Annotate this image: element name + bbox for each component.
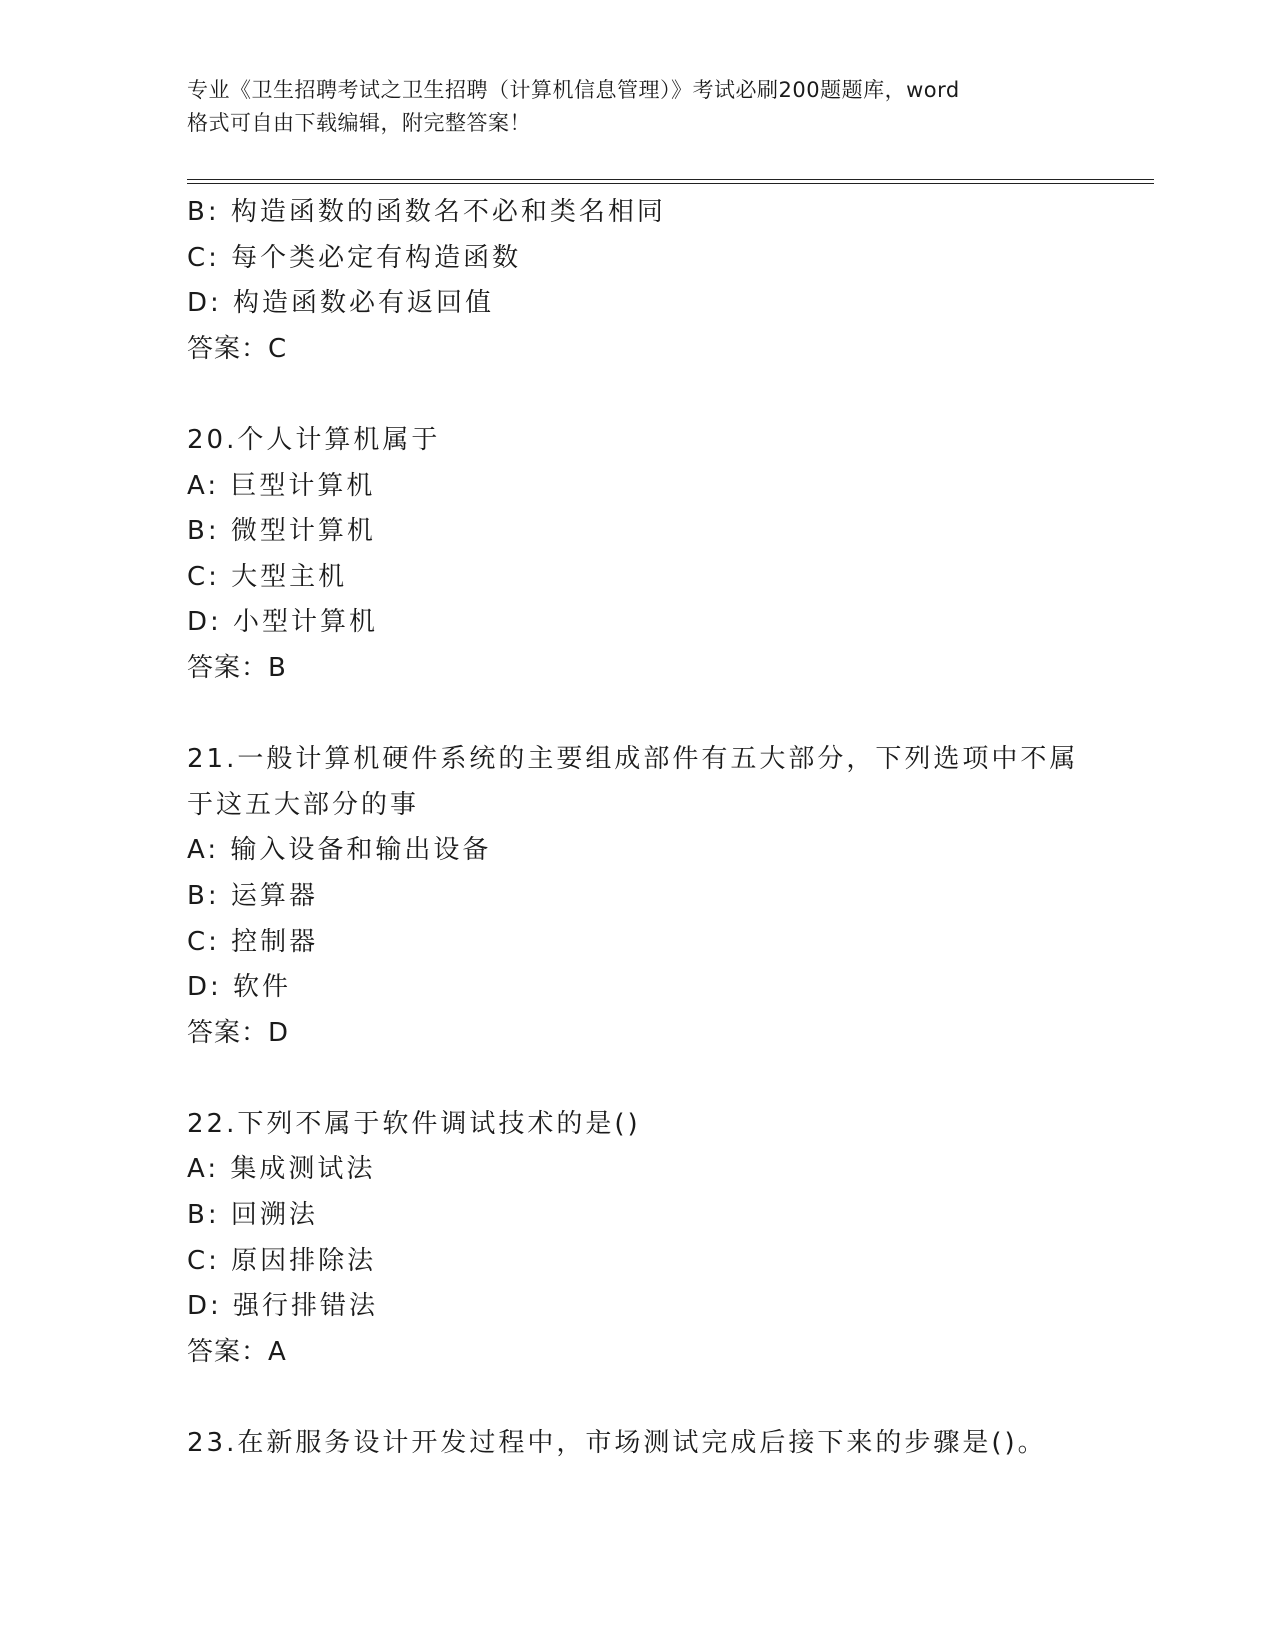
option-a: A: 集成测试法	[187, 1154, 376, 1185]
question-text: 20.个人计算机属于	[187, 424, 441, 455]
spacer	[187, 372, 1147, 418]
question-text: 23.在新服务设计开发过程中，市场测试完成后接下来的步骤是()。	[187, 1428, 1047, 1459]
option-b: B: 微型计算机	[187, 516, 376, 547]
option-c: C: 大型主机	[187, 561, 348, 592]
header-rule-bottom	[187, 183, 1154, 184]
header-line-1: 专业《卫生招聘考试之卫生招聘（计算机信息管理）》考试必刷200题题库，word	[187, 78, 960, 102]
answer: 答案：C	[187, 333, 288, 364]
option-d: D: 软件	[187, 972, 292, 1003]
spacer	[187, 692, 1147, 738]
option-d: D: 构造函数必有返回值	[187, 288, 495, 319]
option-b: B: 运算器	[187, 880, 318, 911]
answer: 答案：A	[187, 1336, 287, 1367]
option-b: B: 回溯法	[187, 1200, 318, 1231]
header-line-2: 格式可自由下载编辑，附完整答案！	[187, 111, 531, 135]
option-c: C: 原因排除法	[187, 1245, 377, 1276]
option-d: D: 小型计算机	[187, 607, 379, 638]
option-a: A: 输入设备和输出设备	[187, 835, 492, 866]
option-d: D: 强行排错法	[187, 1291, 379, 1322]
question-block-19	[187, 190, 1147, 372]
question-block-20	[187, 418, 1147, 692]
question-block-22	[187, 1102, 1147, 1376]
option-a: A: 巨型计算机	[187, 470, 376, 501]
option-b: B: 构造函数的函数名不必和类名相同	[187, 197, 666, 227]
question-text: 22.下列不属于软件调试技术的是()	[187, 1108, 641, 1139]
question-text-line-2: 于这五大部分的事	[187, 789, 420, 820]
question-list	[187, 190, 1147, 1467]
header-rule-top	[187, 179, 1154, 180]
question-block-23	[187, 1421, 1147, 1467]
document-header	[187, 74, 1087, 140]
question-text-line-1: 21.一般计算机硬件系统的主要组成部件有五大部分，下列选项中不属	[187, 744, 1079, 775]
answer: 答案：D	[187, 1017, 290, 1048]
answer: 答案：B	[187, 652, 287, 683]
spacer	[187, 1056, 1147, 1102]
option-c: C: 控制器	[187, 926, 319, 957]
option-c: C: 每个类必定有构造函数	[187, 242, 522, 273]
question-block-21	[187, 737, 1147, 1056]
spacer	[187, 1375, 1147, 1421]
